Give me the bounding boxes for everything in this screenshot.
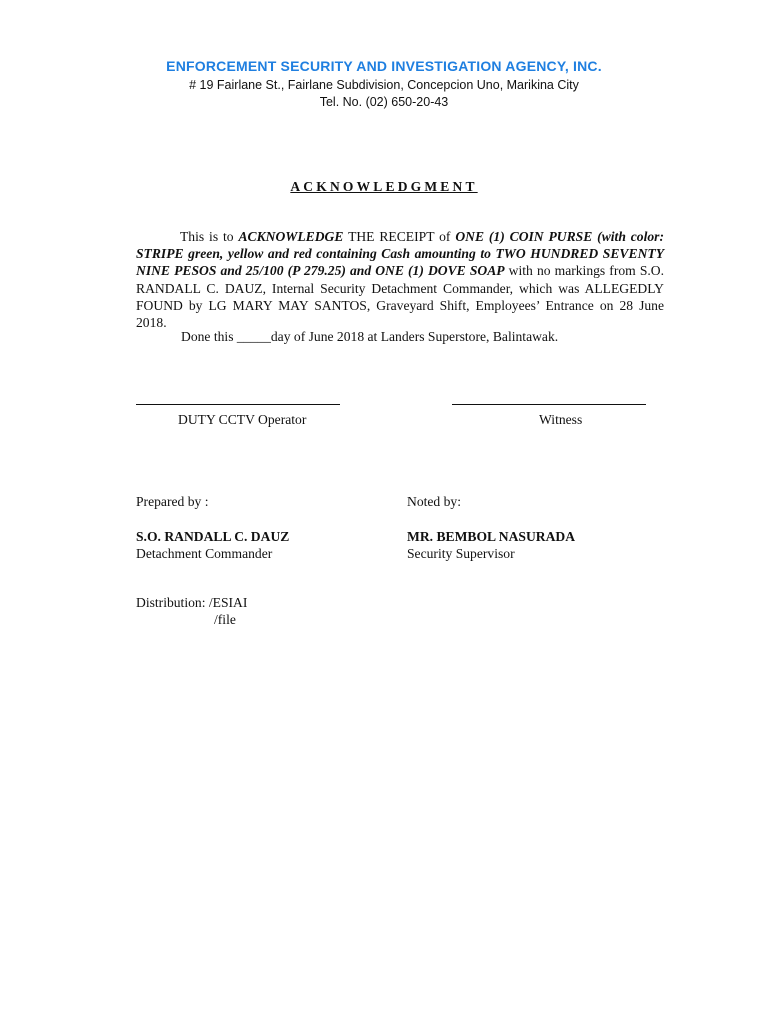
agency-name: ENFORCEMENT SECURITY AND INVESTIGATION AGENCY, INC. [166,58,602,74]
agency-address: # 19 Fairlane St., Fairlane Subdivision, Concepcion Uno, Marikina City [189,78,579,92]
noted-by-name: MR. BEMBOL NASURADA [407,529,576,544]
noted-by-label: Noted by: [407,494,461,509]
cctv-operator-label: DUTY CCTV Operator [178,412,307,427]
witness-signature-line [452,404,646,405]
noted-by-position: Security Supervisor [407,546,515,561]
distribution-file: /file [214,612,236,627]
distribution-label: Distribution: /ESIAI [136,595,248,610]
agency-telephone: Tel. No. (02) 650-20-43 [319,95,449,109]
done-this-line: Done this _____day of June 2018 at Landers Superstore, Balintawak. [181,329,559,344]
acknowledge-emphasis: ACKNOWLEDGE [238,229,344,244]
prepared-by-position: Detachment Commander [136,546,273,561]
witness-label: Witness [539,412,583,427]
cctv-operator-signature-line [136,404,340,405]
items-description: ONE (1) COIN PURSE (with color: STRIPE green, yellow and red containing Cash amounting to TWO HUNDRED SEVENTY NINE PESOS and 25/100 (P 279.25) and ONE (1) DOVE SOAP [136,229,664,279]
acknowledgment-paragraph [136,228,664,331]
prepared-by-label: Prepared by : [136,494,209,509]
prepared-by-name: S.O. RANDALL C. DAUZ [136,529,290,544]
receipt-text: THE RECEIPT of [343,229,456,244]
document-title: ACKNOWLEDGMENT [290,179,478,194]
paragraph-lead-text: This is to [180,229,239,244]
paragraph-remainder: with no markings from S.O. RANDALL C. DAUZ, Internal Security Detachment Commander, which was ALLEGEDLY FOUND by LG MARY MAY SANTOS, Graveyard Shift, Employees’ Entrance on 28 June 2018. [136,263,665,331]
